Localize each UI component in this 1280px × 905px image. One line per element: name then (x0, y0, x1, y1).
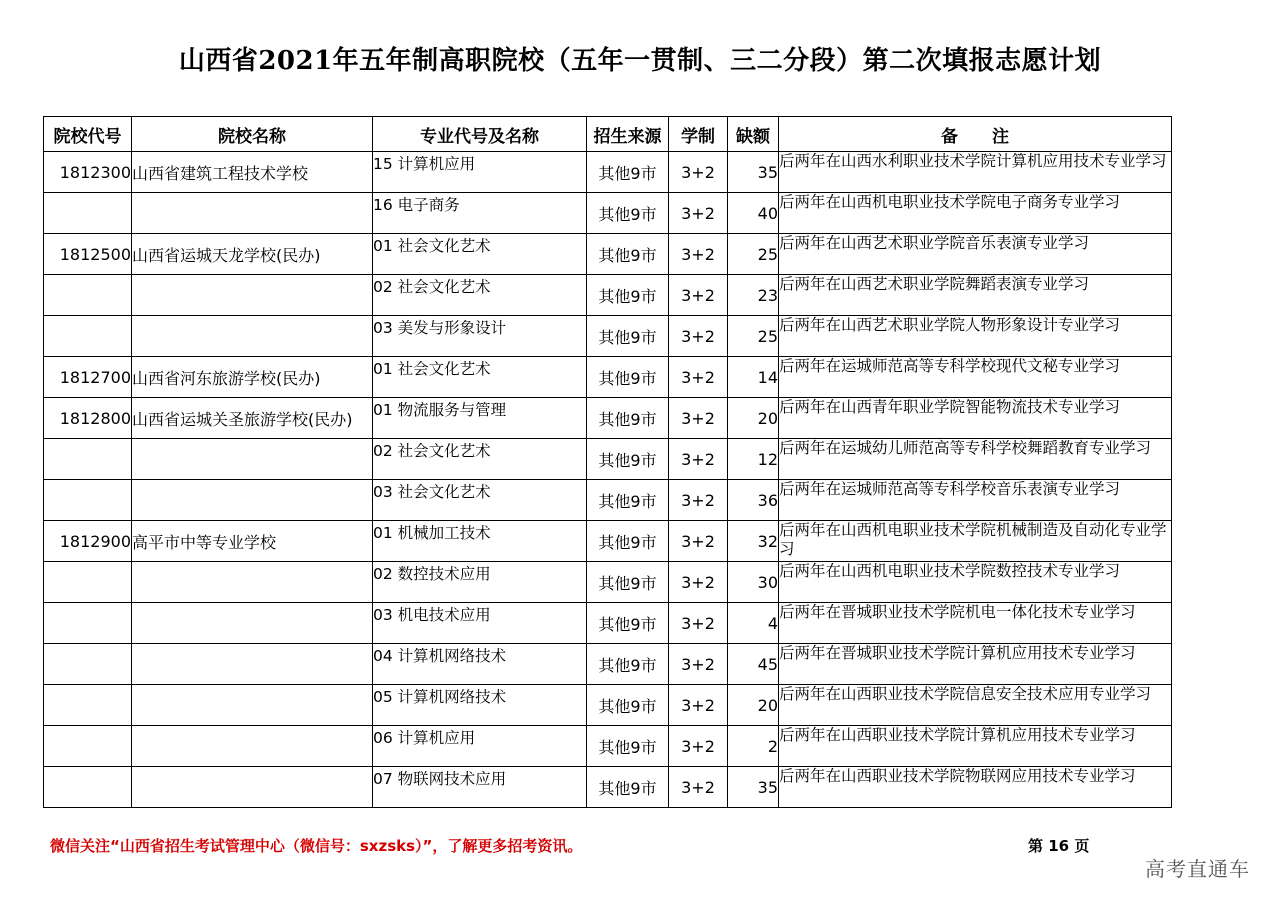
cell-major: 03 机电技术应用 (373, 603, 587, 644)
cell-vacancy: 4 (728, 603, 779, 644)
cell-school-code: 1812500 (44, 234, 132, 275)
cell-vacancy: 35 (728, 152, 779, 193)
cell-school-name: 高平市中等专业学校 (132, 521, 373, 562)
cell-years: 3+2 (669, 480, 728, 521)
cell-remark: 后两年在山西青年职业学院智能物流技术专业学习 (779, 398, 1172, 439)
cell-major: 02 数控技术应用 (373, 562, 587, 603)
cell-school-name (132, 644, 373, 685)
cell-major: 03 美发与形象设计 (373, 316, 587, 357)
cell-school-name (132, 275, 373, 316)
table-body (44, 152, 1172, 808)
cell-years: 3+2 (669, 398, 728, 439)
cell-school-name (132, 193, 373, 234)
table-header-row (44, 117, 1172, 152)
cell-school-name: 山西省运城天龙学校(民办) (132, 234, 373, 275)
cell-school-name: 山西省河东旅游学校(民办) (132, 357, 373, 398)
cell-remark: 后两年在运城师范高等专科学校现代文秘专业学习 (779, 357, 1172, 398)
table-row (44, 275, 1172, 316)
table-row (44, 603, 1172, 644)
cell-years: 3+2 (669, 193, 728, 234)
cell-major: 02 社会文化艺术 (373, 439, 587, 480)
table-row (44, 193, 1172, 234)
cell-years: 3+2 (669, 726, 728, 767)
table-row (44, 152, 1172, 193)
header-years: 学制 (669, 117, 728, 152)
cell-vacancy: 45 (728, 644, 779, 685)
cell-source: 其他9市 (587, 152, 669, 193)
cell-major: 01 社会文化艺术 (373, 234, 587, 275)
cell-major: 03 社会文化艺术 (373, 480, 587, 521)
cell-vacancy: 20 (728, 685, 779, 726)
table-row (44, 316, 1172, 357)
cell-school-name: 山西省建筑工程技术学校 (132, 152, 373, 193)
cell-major: 01 物流服务与管理 (373, 398, 587, 439)
table-row (44, 480, 1172, 521)
cell-school-code: 1812700 (44, 357, 132, 398)
cell-school-code (44, 439, 132, 480)
cell-school-code (44, 603, 132, 644)
cell-years: 3+2 (669, 521, 728, 562)
cell-vacancy: 36 (728, 480, 779, 521)
cell-school-code: 1812800 (44, 398, 132, 439)
cell-vacancy: 40 (728, 193, 779, 234)
cell-remark: 后两年在山西机电职业技术学院数控技术专业学习 (779, 562, 1172, 603)
cell-vacancy: 32 (728, 521, 779, 562)
cell-remark: 后两年在运城幼儿师范高等专科学校舞蹈教育专业学习 (779, 439, 1172, 480)
header-vacancy: 缺额 (728, 117, 779, 152)
cell-vacancy: 25 (728, 316, 779, 357)
cell-source: 其他9市 (587, 685, 669, 726)
watermark-text: 高考直通车 (1145, 857, 1250, 881)
cell-school-name (132, 316, 373, 357)
cell-school-code: 1812900 (44, 521, 132, 562)
cell-school-name (132, 726, 373, 767)
cell-school-code: 1812300 (44, 152, 132, 193)
cell-years: 3+2 (669, 275, 728, 316)
table-row (44, 726, 1172, 767)
cell-remark: 后两年在山西水利职业技术学院计算机应用技术专业学习 (779, 152, 1172, 193)
cell-years: 3+2 (669, 234, 728, 275)
cell-remark: 后两年在山西艺术职业学院舞蹈表演专业学习 (779, 275, 1172, 316)
cell-remark: 后两年在晋城职业技术学院机电一体化技术专业学习 (779, 603, 1172, 644)
cell-remark: 后两年在山西职业技术学院信息安全技术应用专业学习 (779, 685, 1172, 726)
cell-school-code (44, 685, 132, 726)
cell-vacancy: 30 (728, 562, 779, 603)
cell-source: 其他9市 (587, 357, 669, 398)
cell-source: 其他9市 (587, 480, 669, 521)
table-row (44, 562, 1172, 603)
cell-remark: 后两年在运城师范高等专科学校音乐表演专业学习 (779, 480, 1172, 521)
cell-major: 04 计算机网络技术 (373, 644, 587, 685)
cell-remark: 后两年在山西机电职业技术学院电子商务专业学习 (779, 193, 1172, 234)
cell-years: 3+2 (669, 685, 728, 726)
cell-school-code (44, 726, 132, 767)
enrollment-plan-table (43, 116, 1172, 808)
cell-major: 01 机械加工技术 (373, 521, 587, 562)
cell-school-code (44, 644, 132, 685)
cell-years: 3+2 (669, 152, 728, 193)
table-row (44, 357, 1172, 398)
cell-vacancy: 35 (728, 767, 779, 808)
page-title: 山西省2021年五年制高职院校（五年一贯制、三二分段）第二次填报志愿计划 (178, 46, 1102, 76)
cell-source: 其他9市 (587, 562, 669, 603)
cell-source: 其他9市 (587, 398, 669, 439)
table-row (44, 685, 1172, 726)
header-school-name: 院校名称 (132, 117, 373, 152)
header-remark: 备 注 (779, 117, 1172, 152)
cell-school-code (44, 767, 132, 808)
cell-vacancy: 20 (728, 398, 779, 439)
header-source: 招生来源 (587, 117, 669, 152)
cell-school-name (132, 480, 373, 521)
cell-school-name (132, 439, 373, 480)
cell-vacancy: 25 (728, 234, 779, 275)
cell-years: 3+2 (669, 316, 728, 357)
cell-remark: 后两年在晋城职业技术学院计算机应用技术专业学习 (779, 644, 1172, 685)
footer-wechat-note: 微信关注“山西省招生考试管理中心（微信号：sxzsks）”，了解更多招考资讯。 (50, 837, 583, 855)
cell-school-name: 山西省运城关圣旅游学校(民办) (132, 398, 373, 439)
table-row (44, 767, 1172, 808)
cell-school-name (132, 767, 373, 808)
cell-school-name (132, 685, 373, 726)
cell-vacancy: 23 (728, 275, 779, 316)
cell-school-code (44, 275, 132, 316)
table-row (44, 644, 1172, 685)
cell-years: 3+2 (669, 644, 728, 685)
cell-source: 其他9市 (587, 767, 669, 808)
cell-years: 3+2 (669, 767, 728, 808)
cell-school-name (132, 603, 373, 644)
cell-major: 06 计算机应用 (373, 726, 587, 767)
page-number: 第 16 页 (1028, 837, 1090, 855)
cell-source: 其他9市 (587, 193, 669, 234)
cell-years: 3+2 (669, 562, 728, 603)
cell-remark: 后两年在山西艺术职业学院人物形象设计专业学习 (779, 316, 1172, 357)
cell-source: 其他9市 (587, 603, 669, 644)
cell-source: 其他9市 (587, 439, 669, 480)
cell-remark: 后两年在山西艺术职业学院音乐表演专业学习 (779, 234, 1172, 275)
cell-remark: 后两年在山西机电职业技术学院机械制造及自动化专业学习 (779, 521, 1172, 562)
cell-major: 15 计算机应用 (373, 152, 587, 193)
cell-school-name (132, 562, 373, 603)
cell-source: 其他9市 (587, 234, 669, 275)
cell-school-code (44, 316, 132, 357)
cell-remark: 后两年在山西职业技术学院物联网应用技术专业学习 (779, 767, 1172, 808)
cell-school-code (44, 193, 132, 234)
cell-years: 3+2 (669, 603, 728, 644)
cell-source: 其他9市 (587, 644, 669, 685)
cell-source: 其他9市 (587, 275, 669, 316)
cell-years: 3+2 (669, 439, 728, 480)
cell-school-code (44, 562, 132, 603)
cell-vacancy: 2 (728, 726, 779, 767)
cell-major: 07 物联网技术应用 (373, 767, 587, 808)
table-row (44, 439, 1172, 480)
cell-source: 其他9市 (587, 726, 669, 767)
cell-remark: 后两年在山西职业技术学院计算机应用技术专业学习 (779, 726, 1172, 767)
table-row (44, 521, 1172, 562)
cell-source: 其他9市 (587, 316, 669, 357)
header-school-code: 院校代号 (44, 117, 132, 152)
cell-major: 16 电子商务 (373, 193, 587, 234)
cell-source: 其他9市 (587, 521, 669, 562)
cell-major: 05 计算机网络技术 (373, 685, 587, 726)
cell-vacancy: 14 (728, 357, 779, 398)
header-major: 专业代号及名称 (373, 117, 587, 152)
cell-major: 02 社会文化艺术 (373, 275, 587, 316)
cell-years: 3+2 (669, 357, 728, 398)
cell-vacancy: 12 (728, 439, 779, 480)
cell-school-code (44, 480, 132, 521)
cell-major: 01 社会文化艺术 (373, 357, 587, 398)
table-row (44, 398, 1172, 439)
table-row (44, 234, 1172, 275)
